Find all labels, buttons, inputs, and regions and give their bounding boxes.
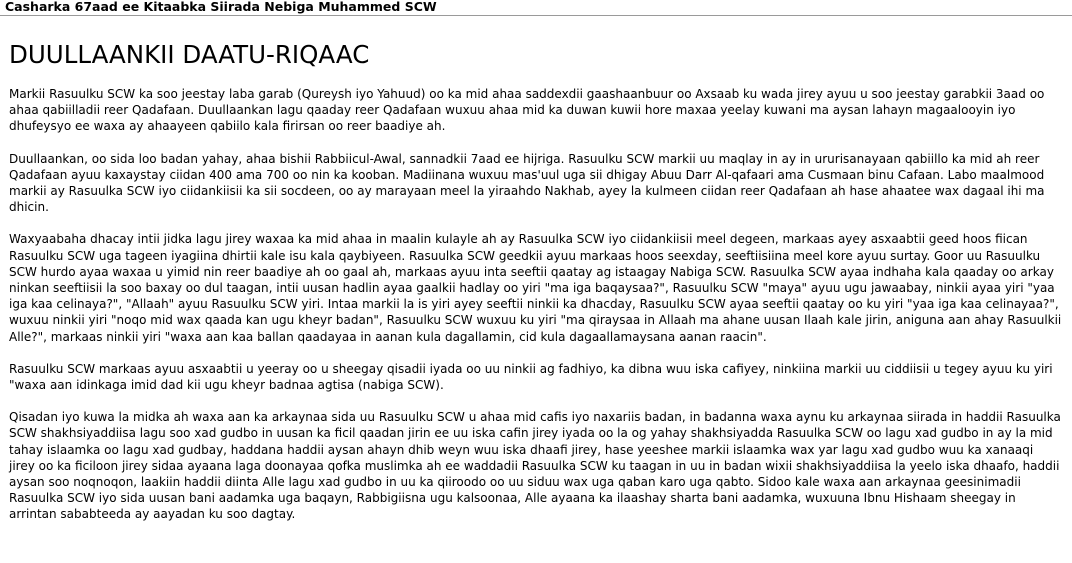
paragraph-2: Duullaankan, oo sida loo badan yahay, ahaa bishii Rabbiicul-Awal, sannadkii 7aad ee hijriga. Rasuulku SCW markii uu maqlay in ay in ururisanayaan qabiillo ka mid ah reer Qadafaan ayuu kaxaystay ciidan 400 ama 700 oo nin ka kooban. Madiinana wuxuu mas'uul uga sii dhigay Abuu Darr Al-qafaari ama Cusmaan binu Cafaan. Labo maalmood markii ay Rasuulka SCW iyo ciidankiisii ka sii socdeen, oo ay marayaan meel la yiraahdo Nakhab, ayey la kulmeen ciidan reer Qadafaan ah hase ahaatee wax dagaal ihi ma dhicin.	[9, 151, 1045, 215]
paragraph-3: Waxyaabaha dhacay intii jidka lagu jirey waxaa ka mid ahaa in maalin kulayle ah ay Rasuulka SCW iyo ciidankiisii meel degeen, markaas ayey asxaabtii geed hoos fiican Rasuulku SCW uga tageen iyagiina dhirtii kale isu kala qaybiyeen. Rasuulka SCW geedkii ayuu markaas hoos seexday, seeftiisiina meel kore ayuu surtay. Goor uu Rasuulku SCW hurdo ayaa waxaa u yimid nin reer baadiye ah oo gaal ah, markaas ayuu inta seeftii qaatay ag istaagay Nabiga SCW. Rasuulka SCW ayaa indhaha kala qaaday oo arkay ninkan seeftiisii la soo baxay oo dul taagan, intii uusan hadlin ayaa gaalkii hadlay oo yiri "ma iga baqaysaa?", Rasuulku SCW "maya" ayuu ugu jawaabay, ninkii ayaa yiri "yaa iga kaa celinaya?", "Allaah" ayuu Rasuulku SCW yiri. Intaa markii la is yiri ayey seeftii ninkii ka dhacday, Rasuulku SCW ayaa seeftii qaatay oo ku yiri "yaa iga kaa celinayaa?", wuxuu ninkii yiri "noqo mid wax qaada kan ugu kheyr badan", Rasuulku SCW wuxuu ku yiri "ma qiraysaa in Allaah ma ahane uusan Ilaah kale jirin, aniguna aan ahay Rasuulkii Alle?", markaas ninkii yiri "waxa aan kaa ballan qaadayaa in aanan kula dagallamin, cid kula dagaallamaysana aanan raacin".	[9, 232, 1062, 344]
article-body	[0, 40, 1072, 523]
paragraph-1: Markii Rasuulku SCW ka soo jeestay laba garab (Qureysh iyo Yahuud) oo ka mid ahaa saddexdii gaashaanbuur oo Axsaab ku wada jirey ayuu u soo jeestay garabkii 3aad oo ahaa qabiilladii reer Qadafaan. Duullaankan lagu qaaday reer Qadafaan wuxuu ahaa mid ka duwan kuwii hore maxaa yeelay kuwani ma aysan lahayn magaalooyin iyo dhufeysyo ee waxa ay ahaayeen qabiilo kala firirsan oo reer baadiye ah.	[9, 87, 1045, 134]
paragraph-5: Qisadan iyo kuwa la midka ah waxa aan ka arkaynaa sida uu Rasuulku SCW u ahaa mid cafis iyo naxariis badan, in badanna waxa aynu ku arkaynaa siirada in haddii Rasuulka SCW shakhsiyaddiisa lagu soo xad gudbo in uusan ka ficil qaadan jirin ee uu iska cafin jirey iyada oo la og yahay shakhsiyadda Rasuulka SCW oo lagu xad gudbo in ay la mid tahay islaamka oo lagu xad gudbay, haddana haddii aysan ahayn dhib weyn wuu iska dhaafi jirey, hase yeeshee markii islaamka wax yar lagu xad gudbo wuu ka xanaaqi jirey oo ka ficiloon jirey sidaa ayaana laga doonayaa qofka muslimka ah ee waddadii Rasuulka SCW ku taagan in uu in badan wixii shakhsiyaddiisa la yeelo iska dhaafo, haddii aysan soo noqnoqon, laakiin haddii diinta Alle lagu xad gudbo in uu ka qiiroodo oo uu siduu wax uga qaban karo uga qabto. Sidoo kale waxa aan arkaynaa geesinimadii Rasuulka SCW iyo sida uusan bani aadamka uga baqayn, Rabbigiisna ugu kalsoonaa, Alle ayaana ka ilaashay sharta bani aadamka, wuxuuna Ibnu Hishaam sheegay in arrintan sababteeda ay aayadan ku soo dagtay.	[9, 410, 1061, 522]
paragraph-4: Rasuulku SCW markaas ayuu asxaabtii u yeeray oo u sheegay qisadii iyada oo uu ninkii ag fadhiyo, ka dibna wuu iska cafiyey, ninkiina markii uu ciddiisii u tegey ayuu ku yiri "waxa aan idinkaga imid dad kii ugu kheyr badnaa agtisa (nabiga SCW).	[9, 361, 1053, 393]
lesson-header: Casharka 67aad ee Kitaabka Siirada Nebiga Muhammed SCW	[0, 0, 1072, 16]
chapter-title: DUULLAANKII DAATU-RIQAAC	[9, 40, 370, 69]
